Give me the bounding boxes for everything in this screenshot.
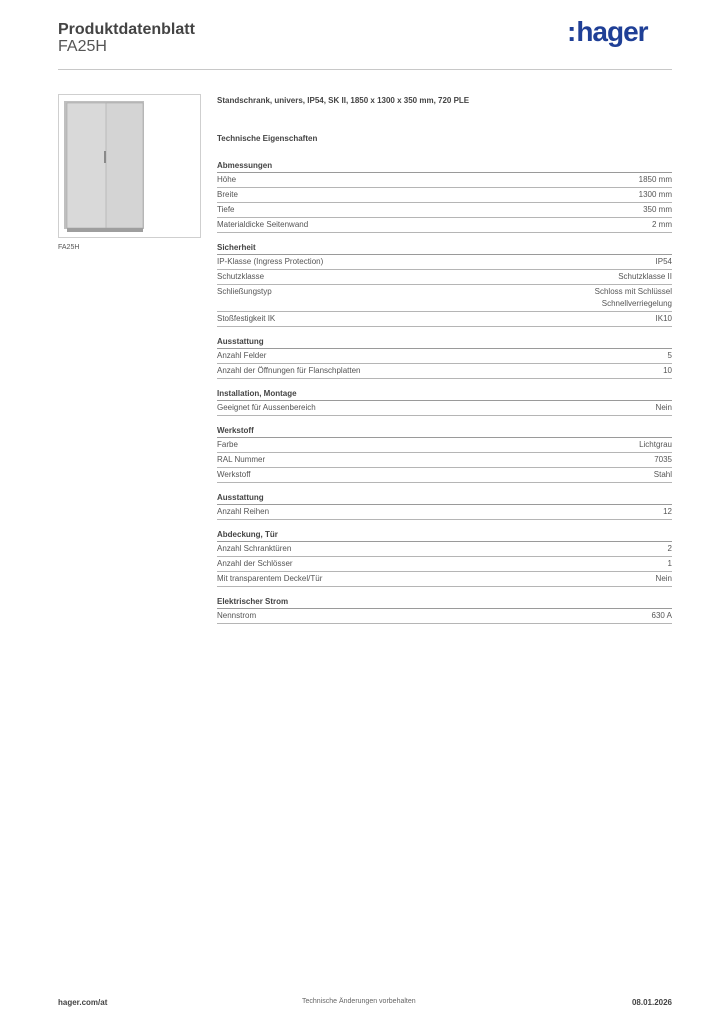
header-divider bbox=[58, 69, 672, 70]
spec-value: 350 mm bbox=[643, 205, 672, 214]
cabinet-illustration bbox=[59, 95, 200, 237]
spec-row bbox=[217, 438, 672, 453]
spec-value: 7035 bbox=[654, 455, 672, 464]
spec-sections bbox=[217, 159, 672, 624]
product-description: Standschrank, univers, IP54, SK II, 1850 x 1300 x 350 mm, 720 PLE bbox=[217, 96, 470, 105]
footer-disclaimer: Technische Änderungen vorbehalten bbox=[302, 998, 416, 1005]
section-title: Elektrischer Strom bbox=[217, 595, 672, 609]
spec-section bbox=[217, 159, 672, 233]
document-title: Produktdatenblatt bbox=[58, 21, 195, 38]
spec-row bbox=[217, 203, 672, 218]
spec-row bbox=[217, 542, 672, 557]
spec-value: 10 bbox=[663, 366, 672, 375]
section-title: Abmessungen bbox=[217, 159, 672, 173]
spec-label: Materialdicke Seitenwand bbox=[217, 220, 309, 229]
spec-value: Nein bbox=[655, 403, 672, 412]
spec-value: IP54 bbox=[655, 257, 672, 266]
spec-value: Schutzklasse II bbox=[618, 272, 672, 281]
spec-label: Höhe bbox=[217, 175, 237, 184]
spec-value: 1850 mm bbox=[638, 175, 672, 184]
spec-content bbox=[217, 95, 672, 632]
spec-row bbox=[217, 557, 672, 572]
spec-row bbox=[217, 312, 672, 327]
spec-label: Anzahl Felder bbox=[217, 351, 267, 360]
spec-label: IP-Klasse (Ingress Protection) bbox=[217, 257, 324, 266]
spec-value: 630 A bbox=[651, 611, 672, 620]
spec-value: 2 mm bbox=[652, 220, 672, 229]
section-title: Sicherheit bbox=[217, 241, 672, 255]
footer-date: 08.01.2026 bbox=[631, 998, 672, 1007]
spec-value: 1300 mm bbox=[638, 190, 672, 199]
section-title: Installation, Montage bbox=[217, 387, 672, 401]
spec-value: 5 bbox=[667, 351, 672, 360]
spec-section bbox=[217, 491, 672, 520]
spec-label: Geeignet für Aussenbereich bbox=[217, 403, 316, 412]
spec-section bbox=[217, 387, 672, 416]
spec-label: Schutzklasse bbox=[217, 272, 265, 281]
spec-section bbox=[217, 424, 672, 483]
spec-label: Nennstrom bbox=[217, 611, 257, 620]
hager-logo: :hager bbox=[567, 16, 648, 47]
spec-row bbox=[217, 270, 672, 285]
spec-section bbox=[217, 335, 672, 379]
cabinet-handle bbox=[104, 151, 106, 163]
spec-section bbox=[217, 241, 672, 327]
spec-value: Lichtgrau bbox=[639, 440, 672, 449]
spec-row bbox=[217, 188, 672, 203]
spec-row bbox=[217, 218, 672, 233]
footer-website: hager.com/at bbox=[58, 998, 108, 1007]
section-title: Ausstattung bbox=[217, 335, 672, 349]
product-image bbox=[58, 94, 201, 238]
spec-row bbox=[217, 285, 672, 312]
spec-row bbox=[217, 173, 672, 188]
section-title: Werkstoff bbox=[217, 424, 672, 438]
cabinet-door-right bbox=[106, 103, 143, 228]
spec-row bbox=[217, 468, 672, 483]
spec-value: Schloss mit Schlüssel Schnellverriegelung bbox=[594, 287, 672, 308]
logo-text: hager bbox=[576, 16, 648, 47]
spec-row bbox=[217, 401, 672, 416]
spec-label: Mit transparentem Deckel/Tür bbox=[217, 574, 323, 583]
spec-label: Schließungstyp bbox=[217, 287, 272, 296]
spec-label: Werkstoff bbox=[217, 470, 251, 479]
spec-section bbox=[217, 595, 672, 624]
section-title: Abdeckung, Tür bbox=[217, 528, 672, 542]
spec-row bbox=[217, 453, 672, 468]
spec-label: RAL Nummer bbox=[217, 455, 266, 464]
spec-label: Anzahl der Schlösser bbox=[217, 559, 293, 568]
spec-label: Anzahl Schranktüren bbox=[217, 544, 292, 553]
spec-row bbox=[217, 349, 672, 364]
spec-section bbox=[217, 528, 672, 587]
spec-value: 12 bbox=[663, 507, 672, 516]
spec-label: Tiefe bbox=[217, 205, 235, 214]
spec-value: 1 bbox=[667, 559, 672, 568]
spec-label: Anzahl der Öffnungen für Flanschplatten bbox=[217, 366, 361, 375]
spec-label: Anzahl Reihen bbox=[217, 507, 270, 516]
spec-value: IK10 bbox=[655, 314, 672, 323]
spec-row bbox=[217, 255, 672, 270]
tech-properties-title: Technische Eigenschaften bbox=[217, 134, 318, 143]
spec-value: Nein bbox=[655, 574, 672, 583]
spec-row bbox=[217, 572, 672, 587]
spec-label: Stoßfestigkeit IK bbox=[217, 314, 276, 323]
product-code: FA25H bbox=[58, 38, 107, 55]
image-caption: FA25H bbox=[58, 244, 80, 251]
cabinet-plinth bbox=[67, 228, 143, 232]
spec-row bbox=[217, 505, 672, 520]
spec-row bbox=[217, 609, 672, 624]
spec-label: Farbe bbox=[217, 440, 238, 449]
spec-row bbox=[217, 364, 672, 379]
section-title: Ausstattung bbox=[217, 491, 672, 505]
spec-value: Stahl bbox=[653, 470, 672, 479]
spec-value: 2 bbox=[667, 544, 672, 553]
spec-label: Breite bbox=[217, 190, 238, 199]
